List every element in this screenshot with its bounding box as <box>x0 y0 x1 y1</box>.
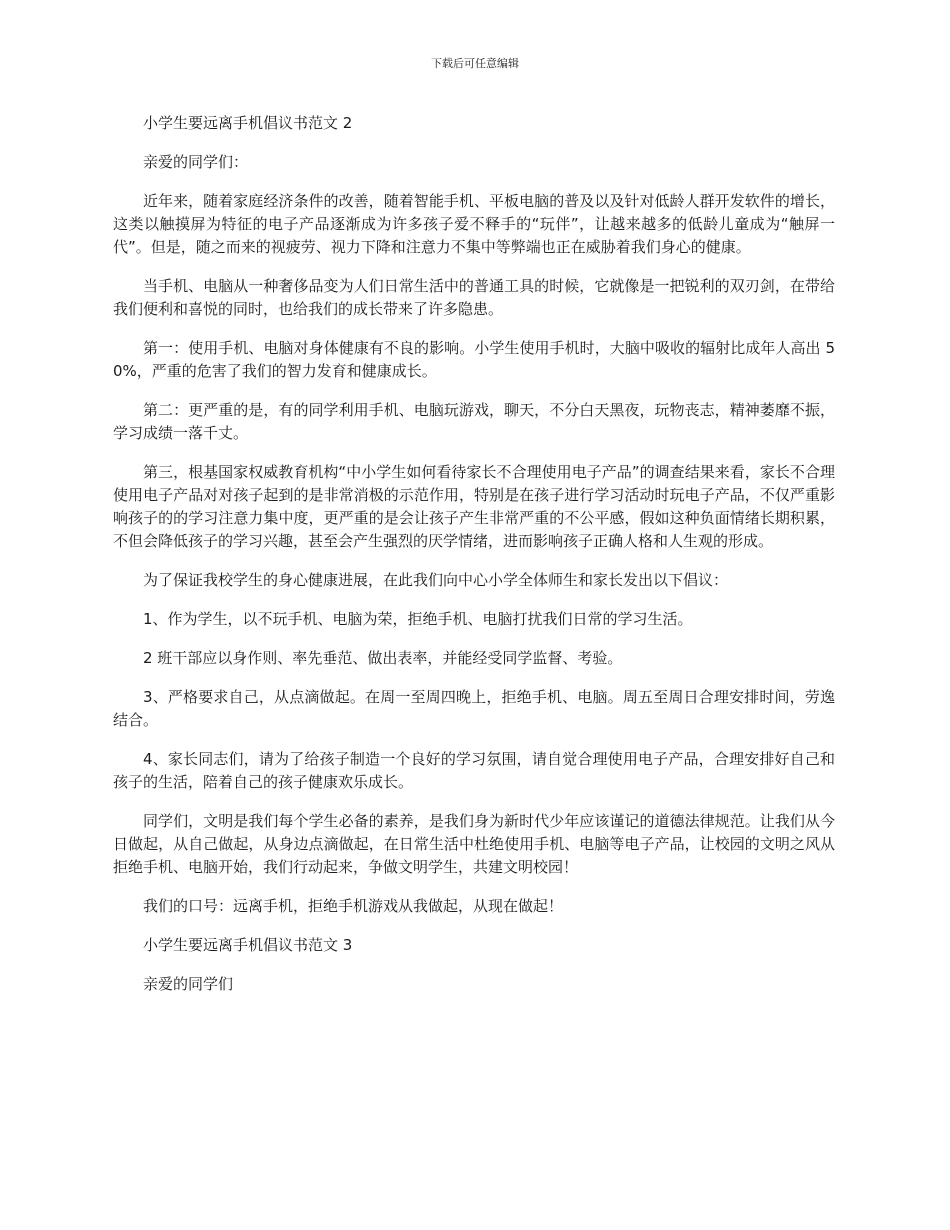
section-title: 小学生要远离手机倡议书范文 2 <box>143 114 353 132</box>
paragraph: 为了保证我校学生的身心健康进展，在此我们向中心小学全体师生和家长发出以下倡议： <box>143 571 729 589</box>
paragraph: 第一：使用手机、电脑对身体健康有不良的影响。小学生使用手机时，大脑中吸收的辐射比成年人高出 50%，严重的危害了我们的智力发育和健康成长。 <box>113 339 835 380</box>
slogan: 我们的口号：远离手机，拒绝手机游戏从我做起，从现在做起！ <box>143 897 564 915</box>
paragraph: 当手机、电脑从一种奢侈品变为人们日常生活中的普通工具的时候，它就像是一把锐利的双刃剑，在带给我们便利和喜悦的同时，也给我们的成长带来了许多隐患。 <box>113 277 835 318</box>
document-body <box>113 112 835 1012</box>
salutation: 亲爱的同学们 <box>143 975 234 993</box>
paragraph: 同学们，文明是我们每个学生必备的素养，是我们身为新时代少年应该谨记的道德法律规范。让我们从今日做起，从自己做起，从身边点滴做起，在日常生活中杜绝使用手机、电脑等电子产品，让校园的文明之风从拒绝手机、电脑开始，我们行动起来，争做文明学生，共建文明校园！ <box>113 812 835 876</box>
salutation: 亲爱的同学们： <box>143 153 249 171</box>
proposal-item: 3、严格要求自己，从点滴做起。在周一至周四晚上，拒绝手机、电脑。周五至周日合理安排时间，劳逸结合。 <box>113 688 835 729</box>
proposal-item: 1、作为学生，以不玩手机、电脑为荣，拒绝手机、电脑打扰我们日常的学习生活。 <box>143 610 693 628</box>
proposal-item: 2 班干部应以身作则、率先垂范、做出表率，并能经受同学监督、考验。 <box>143 649 623 667</box>
paragraph: 第二：更严重的是，有的同学利用手机、电脑玩游戏，聊天，不分白天黑夜，玩物丧志，精神萎靡不振，学习成绩一落千丈。 <box>113 401 835 442</box>
paragraph: 近年来，随着家庭经济条件的改善，随着智能手机、平板电脑的普及以及针对低龄人群开发软件的增长，这类以触摸屏为特征的电子产品逐渐成为许多孩子爱不释手的“玩伴”，让越来越多的低龄儿童成为“触屏一代”。但是，随之而来的视疲劳、视力下降和注意力不集中等弊端也正在威胁着我们身心的健康。 <box>113 192 835 256</box>
section-title: 小学生要远离手机倡议书范文 3 <box>143 936 353 954</box>
proposal-item: 4、家长同志们，请为了给孩子制造一个良好的学习氛围，请自觉合理使用电子产品，合理安排好自己和孩子的生活，陪着自己的孩子健康欢乐成长。 <box>113 750 835 791</box>
paragraph: 第三，根基国家权威教育机构“中小学生如何看待家长不合理使用电子产品”的调查结果来看，家长不合理使用电子产品对对孩子起到的是非常消极的示范作用，特别是在孩子进行学习活动时玩电子产品，不仅严重影响孩子的的学习注意力集中度，更严重的是会让孩子产生非常严重的不公平感，假如这种负面情绪长期积累，不但会降低孩子的学习兴趣，甚至会产生强烈的厌学情绪，进而影响孩子正确人格和人生观的形成。 <box>113 463 835 550</box>
page-header-note: 下载后可任意编辑 <box>431 57 519 70</box>
